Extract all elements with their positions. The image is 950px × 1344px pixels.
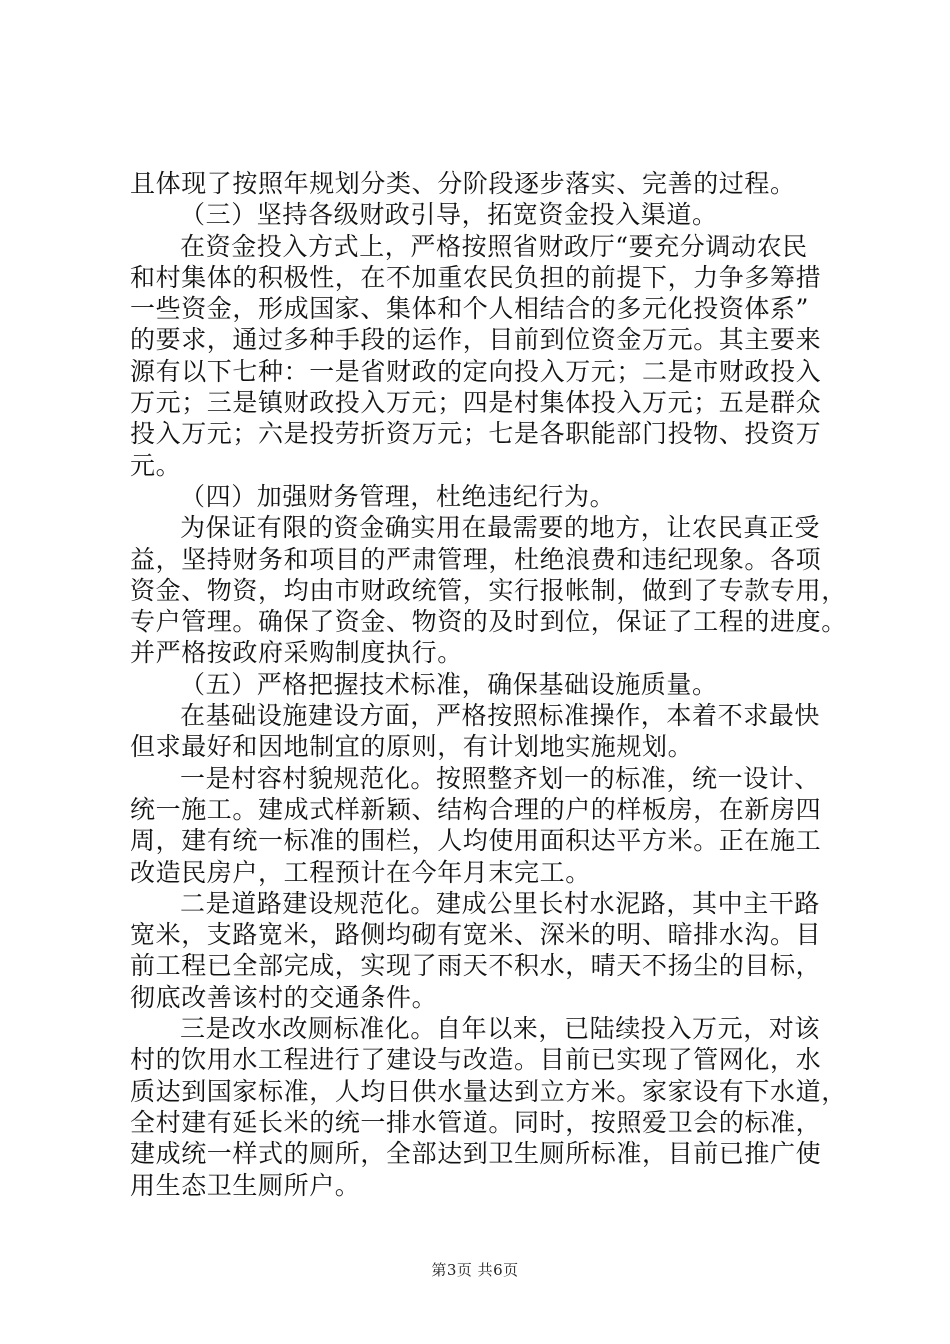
text-line: 为保证有限的资金确实用在最需要的地方，让农民真正受: [180, 513, 821, 543]
text-line: 的要求，通过多种手段的运作，目前到位资金万元。其主要来: [130, 325, 822, 355]
text-line: 一些资金，形成国家、集体和个人相结合的多元化投资体系”: [130, 294, 809, 324]
text-line: 改造民房户，工程预计在今年月末完工。: [130, 857, 591, 887]
text-line: 专户管理。确保了资金、物资的及时到位，保证了工程的进度。: [130, 607, 847, 637]
section-heading-4: （四）加强财务管理，杜绝违纪行为。: [180, 481, 616, 511]
page-number-footer: 第3页 共6页: [431, 1261, 519, 1279]
text-line: 前工程已全部完成，实现了雨天不积水，晴天不扬尘的目标，: [130, 951, 822, 981]
text-line: 三是改水改厕标准化。自年以来，已陆续投入万元，对该: [180, 1014, 821, 1044]
text-line: 统一施工。建成式样新颖、结构合理的户的样板房，在新房四: [130, 794, 822, 824]
text-line: 用生态卫生厕所户。: [130, 1170, 361, 1200]
text-line: 且体现了按照年规划分类、分阶段逐步落实、完善的过程。: [130, 169, 796, 198]
document-body: [130, 168, 850, 1201]
text-line: 在资金投入方式上，严格按照省财政厅“要充分调动农民: [180, 231, 808, 261]
text-line: 建成统一样式的厕所，全部达到卫生厕所标准，目前已推广使: [130, 1139, 822, 1169]
text-line: 全村建有延长米的统一排水管道。同时，按照爱卫会的标准，: [130, 1107, 822, 1137]
text-line: 在基础设施建设方面，严格按照标准操作，本着不求最快: [180, 701, 821, 731]
text-line: 元。: [130, 450, 182, 480]
text-line: 和村集体的积极性，在不加重农民负担的前提下，力争多筹措: [130, 262, 822, 292]
text-line: 益，坚持财务和项目的严肃管理，杜绝浪费和违纪现象。各项: [130, 544, 822, 574]
text-line: 周，建有统一标准的围栏，人均使用面积达平方米。正在施工: [130, 826, 822, 856]
text-line: 一是村容村貌规范化。按照整齐划一的标准，统一设计、: [180, 763, 821, 793]
text-line: 并严格按政府采购制度执行。: [130, 638, 463, 668]
text-line: 源有以下七种：一是省财政的定向投入万元；二是市财政投入: [130, 356, 822, 386]
text-line: 万元；三是镇财政投入万元；四是村集体投入万元；五是群众: [130, 388, 822, 418]
text-line: 资金、物资，均由市财政统管，实行报帐制，做到了专款专用，: [130, 575, 847, 605]
text-line: 但求最好和因地制宜的原则，有计划地实施规划。: [130, 732, 694, 762]
text-line: 村的饮用水工程进行了建设与改造。目前已实现了管网化，水: [130, 1045, 822, 1075]
text-line: 宽米，支路宽米，路侧均砌有宽米、深米的明、暗排水沟。目: [130, 920, 822, 950]
text-line: 质达到国家标准，人均日供水量达到立方米。家家设有下水道，: [130, 1076, 847, 1106]
section-heading-3: （三）坚持各级财政引导，拓宽资金投入渠道。: [180, 200, 718, 230]
text-line: 投入万元；六是投劳折资万元；七是各职能部门投物、投资万: [130, 419, 822, 449]
text-line: 二是道路建设规范化。建成公里长村水泥路，其中主干路: [180, 888, 821, 918]
section-heading-5: （五）严格把握技术标准，确保基础设施质量。: [180, 669, 718, 699]
text-line: 彻底改善该村的交通条件。: [130, 982, 438, 1012]
